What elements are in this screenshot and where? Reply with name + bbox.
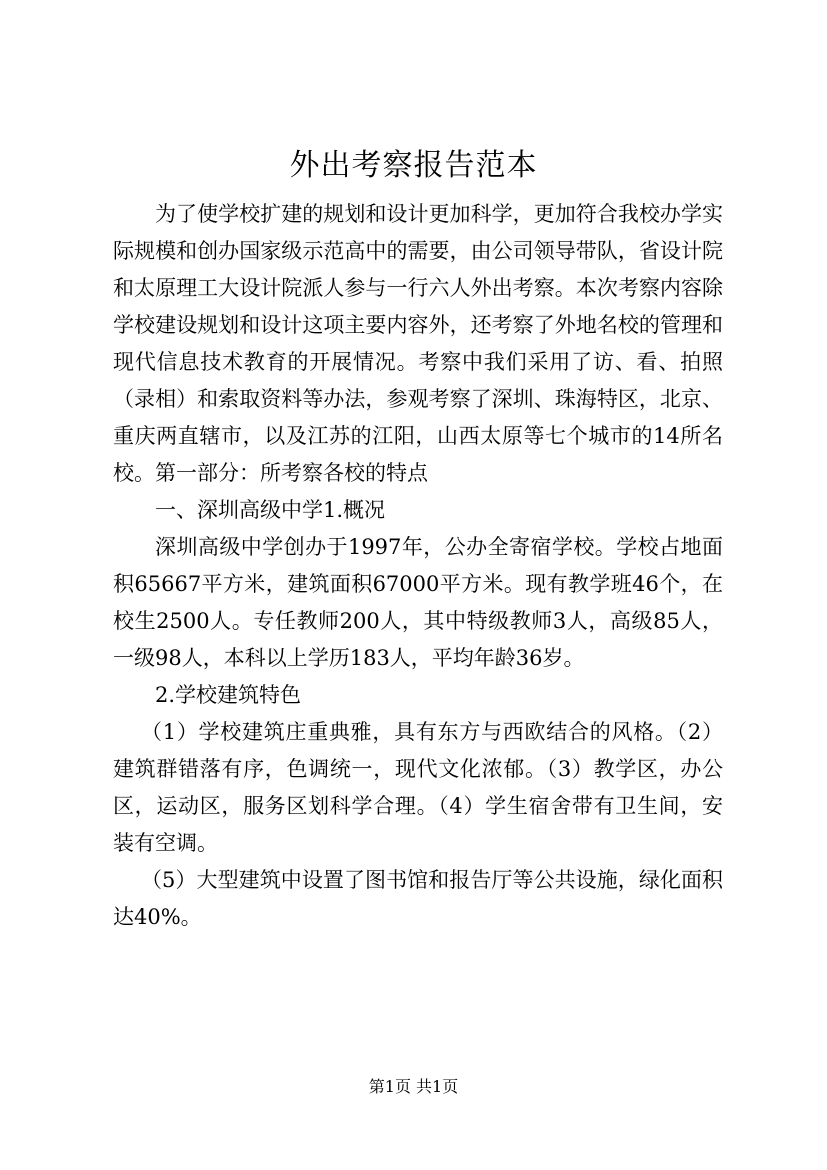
paragraph-intro: 为了使学校扩建的规划和设计更加科学，更加符合我校办学实际规模和创办国家级示范高中的需要，由公司领导带队，省设计院和太原理工大设计院派人参与一行六人外出考察。本次考察内容除学校建设规划和设计这项主要内容外，还考察了外地名校的管理和现代信息技术教育的开展情况。考察中我们采用了访、看、拍照（录相）和索取资料等办法，参观考察了深圳、珠海特区，北京、重庆两直辖市，以及江苏的江阳，山西太原等七个城市的14所名校。第一部分：所考察各校的特点 xyxy=(113,202,723,485)
paragraph-building-features: （1）学校建筑庄重典雅，具有东方与西欧结合的风格。（2）建筑群错落有序，色调统一，现代文化浓郁。（3）教学区，办公区，运动区，服务区划科学合理。（4）学生宿舍带有卫生间，安装有空调。 xyxy=(113,720,723,855)
paragraph-section-heading: 一、深圳高级中学1.概况 xyxy=(155,498,386,522)
document-body xyxy=(113,196,723,936)
page-footer: 第1页 共1页 xyxy=(368,1077,459,1096)
document-title: 外出考察报告范本 xyxy=(289,148,538,183)
paragraph-overview: 深圳高级中学创办于1997年，公办全寄宿学校。学校占地面积65667平方米，建筑面积67000平方米。现有教学班46个，在校生2500人。专任教师200人，其中特级教师3人，高级85人，一级98人，本科以上学历183人，平均年龄36岁。 xyxy=(113,535,723,670)
paragraph-building-heading: 2.学校建筑特色 xyxy=(155,683,302,707)
paragraph-public-facilities: （5）大型建筑中设置了图书馆和报告厅等公共设施，绿化面积达40%。 xyxy=(113,868,723,929)
